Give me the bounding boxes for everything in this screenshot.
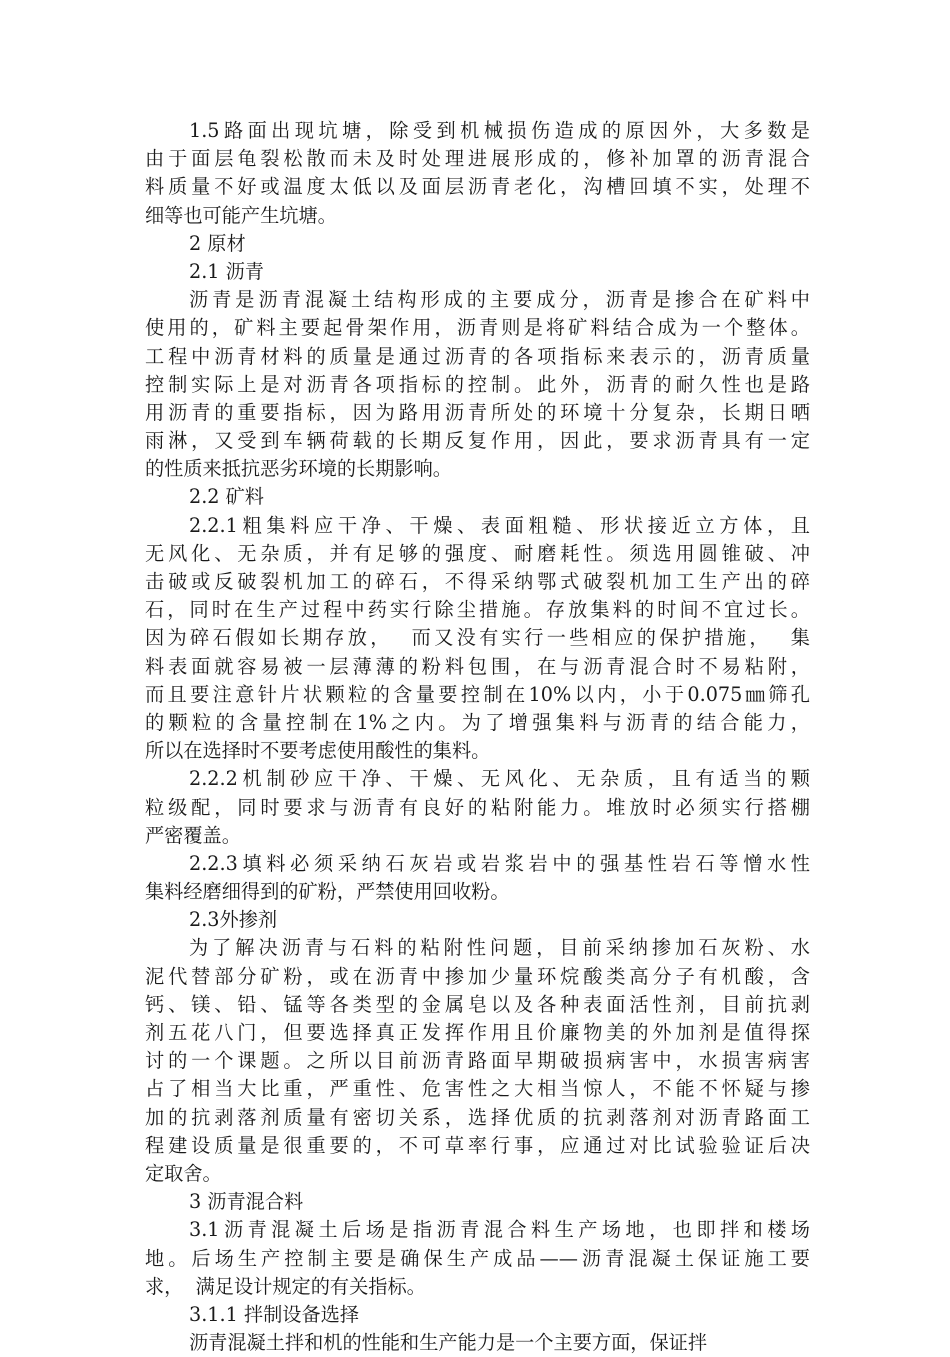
paragraph-line: 沥青混凝土拌和机的性能和生产能力是一个主要方面，保证拌 — [189, 1331, 708, 1355]
document-body — [145, 117, 810, 1357]
paragraph-line: 控制实际上是对沥青各项指标的控制。此外，沥青的耐久性也是路 — [145, 372, 810, 396]
paragraph-line: 用沥青的重要指标，因为路用沥青所处的环境十分复杂，长期日晒 — [145, 400, 810, 424]
paragraph-line: 料质量不好或温度太低以及面层沥青老化，沟槽回填不实，处理不 — [145, 175, 810, 199]
paragraph-line: 无风化、无杂质，并有足够的强度、耐磨耗性。须选用圆锥破、冲 — [145, 541, 810, 565]
paragraph-line: 定取舍。 — [145, 1161, 222, 1185]
paragraph-line: 使用的，矿料主要起骨架作用，沥青则是将矿料结合成为一个整体。 — [145, 316, 810, 340]
section-heading: 2 原材 — [189, 231, 246, 255]
paragraph — [145, 934, 810, 1188]
paragraph-line: 而且要注意针片状颗粒的含量要控制在10%以内，小于0.075㎜筛孔 — [145, 682, 810, 706]
section-heading: 3.1.1 拌制设备选择 — [189, 1302, 360, 1326]
section-heading: 3 沥青混合料 — [189, 1190, 304, 1214]
paragraph-line: 2.2.1粗集料应干净、干燥、表面粗糙、形状接近立方体，且 — [189, 513, 810, 537]
paragraph-line: 为了解决沥青与石料的粘附性问题，目前采纳掺加石灰粉、水 — [189, 936, 810, 960]
paragraph-line: 泥代替部分矿粉，或在沥青中掺加少量环烷酸类高分子有机酸，含 — [145, 964, 810, 988]
paragraph-line: 的颗粒的含量控制在1%之内。为了增强集料与沥青的结合能力， — [145, 710, 810, 734]
paragraph-line: 的性质来抵抗恶劣环境的长期影响。 — [145, 457, 452, 481]
paragraph-line: 2.2.3填料必须采纳石灰岩或岩浆岩中的强基性岩石等憎水性 — [189, 851, 810, 875]
paragraph — [145, 512, 810, 766]
paragraph-line: 2.2.2机制砂应干净、干燥、无风化、无杂质，且有适当的颗 — [189, 767, 810, 791]
paragraph-line: 地。后场生产控制主要是确保生产成品——沥青混凝土保证施工要 — [145, 1246, 810, 1270]
paragraph-line: 雨淋，又受到车辆荷载的长期反复作用，因此，要求沥青具有一定 — [145, 429, 810, 453]
paragraph-line: 料表面就容易被一层薄薄的粉料包围，在与沥青混合时不易粘附， — [145, 654, 810, 678]
paragraph-line: 工程中沥青材料的质量是通过沥青的各项指标来表示的，沥青质量 — [145, 344, 810, 368]
paragraph-line: 程建设质量是很重要的，不可草率行事，应通过对比试验验证后决 — [145, 1133, 810, 1157]
paragraph-line: 细等也可能产生坑塘。 — [145, 203, 337, 227]
paragraph-line: 所以在选择时不要考虑使用酸性的集料。 — [145, 739, 491, 763]
paragraph-line: 因为碎石假如长期存放， 而又没有实行一些相应的保护措施， 集 — [145, 626, 810, 650]
section-heading: 2.1 沥青 — [189, 259, 264, 283]
paragraph — [145, 286, 810, 483]
paragraph-line: 1.5路面出现坑塘，除受到机械损伤造成的原因外，大多数是 — [189, 119, 810, 142]
paragraph — [145, 1329, 810, 1357]
paragraph — [145, 765, 810, 850]
paragraph-line: 粒级配，同时要求与沥青有良好的粘附能力。堆放时必须实行搭棚 — [145, 795, 810, 819]
paragraph-line: 钙、镁、铅、锰等各类型的金属皂以及各种表面活性剂，目前抗剥 — [145, 992, 810, 1016]
paragraph-line: 严密覆盖。 — [145, 823, 241, 847]
paragraph-line: 击破或反破裂机加工的碎石，不得采纳鄂式破裂机加工生产出的碎 — [145, 570, 810, 593]
paragraph-line: 剂五花八门，但要选择真正发挥作用且价廉物美的外加剂是值得探 — [145, 1021, 810, 1044]
paragraph-line: 3.1沥青混凝土后场是指沥青混合料生产场地，也即拌和楼场 — [189, 1218, 810, 1242]
section-heading: 2.3外掺剂 — [189, 908, 278, 932]
paragraph-line: 石，同时在生产过程中药实行除尘措施。存放集料的时间不宜过长。 — [145, 598, 810, 622]
paragraph-line: 占了相当大比重，严重性、危害性之大相当惊人，不能不怀疑与掺 — [145, 1077, 810, 1101]
section-heading: 2.2 矿料 — [189, 485, 264, 509]
paragraph-line: 讨的一个课题。之所以目前沥青路面早期破损病害中，水损害病害 — [145, 1049, 810, 1073]
paragraph — [145, 117, 810, 230]
paragraph — [145, 1216, 810, 1301]
paragraph-line: 求， 满足设计规定的有关指标。 — [145, 1274, 426, 1298]
paragraph-line: 集料经磨细得到的矿粉，严禁使用回收粉。 — [145, 880, 510, 904]
paragraph-line: 沥青是沥青混凝土结构形成的主要成分，沥青是掺合在矿料中 — [189, 288, 810, 312]
paragraph-line: 加的抗剥落剂质量有密切关系，选择优质的抗剥落剂对沥青路面工 — [145, 1105, 810, 1129]
paragraph — [145, 850, 810, 906]
paragraph-line: 由于面层龟裂松散而未及时处理进展形成的，修补加罩的沥青混合 — [145, 147, 810, 171]
